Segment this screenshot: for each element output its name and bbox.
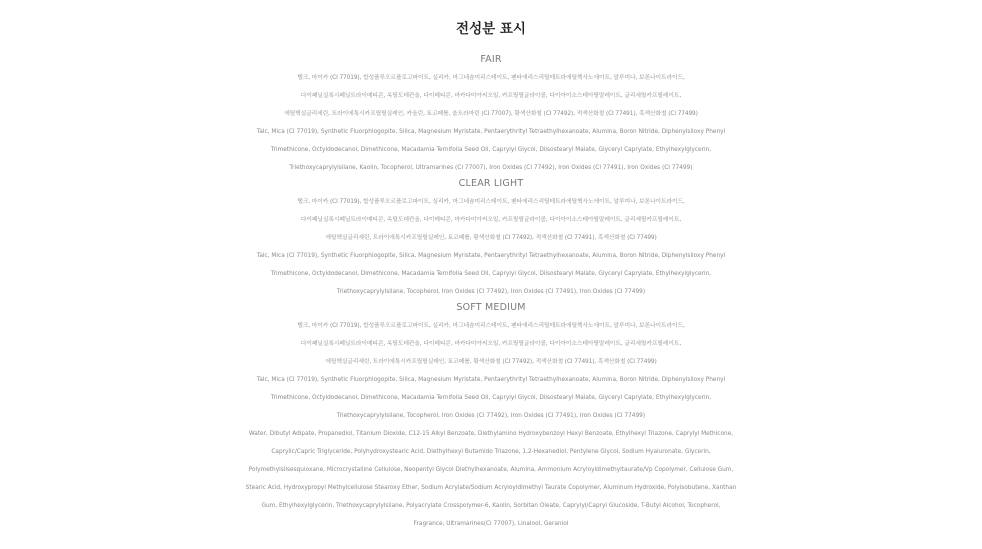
ingredient-line: Talc, Mica (CI 77019), Synthetic Fluorphlogopite, Silica, Magnesium Myristate, Pentaerythrityl Tetraethylhexanoate, Alumina, Boron Nitride, Diphenylsiloxy Phenyl	[256, 129, 726, 135]
ingredient-line: 탤크, 마이카 (CI 77019), 합성플루오르플로고파이트, 실리카, 마그네슘미리스테이트, 펜타에리스리틸테트라에틸헥사노에이트, 알루미나, 보론나이트라이드,	[297, 323, 685, 329]
ingredient-line: 에틸헥실글리세린, 트라이에톡시카프릴릴실레인, 토코페롤, 황색산화철 (CI 77492), 적색산화철 (CI 77491), 흑색산화철 (CI 77499)	[325, 235, 657, 241]
section-clear-light	[0, 177, 982, 301]
ingredient-line: 다이페닐실록시페닐트라이메티콘, 옥틸도데칸올, 다이메티콘, 마카다미아씨오일, 카프릴릴글라이콜, 다이아이소스테아릴말레이트, 글리세릴카프릴레이트,	[300, 341, 682, 347]
base-ingredient-line: Fragrance, Ultramarines(Ci 77007), Linalool, Geraniol	[413, 521, 569, 527]
base-ingredient-line: Water, Dibutyl Adipate, Propanediol, Titanium Dioxide, C12-15 Alkyl Benzoate, Diethylamino Hydroxybenzoyl Hexyl Benzoate, Ethylhexyl Triazone, Caprylyl Methicone,	[248, 431, 734, 437]
ingredient-line: Triethoxycaprylylsilane, Tocopherol, Iron Oxides (CI 77492), Iron Oxides (CI 77491), Iron Oxides (CI 77499)	[336, 413, 646, 419]
section-soft-medium	[0, 301, 982, 425]
section-label-soft-medium: SOFT MEDIUM	[456, 302, 526, 313]
section-fair	[0, 53, 982, 177]
ingredient-line: 에틸헥실글리세린, 트라이에톡시카프릴릴실레인, 카올린, 토코페롤, 울트라마린 (CI 77007), 황색산화철 (CI 77492), 적색산화철 (CI 77491), 흑색산화철 (CI 77499)	[284, 111, 698, 117]
ingredient-line: Trimethicone, Octyldodecanol, Dimethicone, Macadamia Ternifolia Seed Oil, Caprylyl Glycol, Diisostearyl Malate, Glyceryl Caprylate, Ethylhexylglycerin,	[270, 147, 712, 153]
ingredient-line: Trimethicone, Octyldodecanol, Dimethicone, Macadamia Ternifolia Seed Oil, Caprylyl Glycol, Diisostearyl Malate, Glyceryl Caprylate, Ethylhexylglycerin,	[270, 271, 712, 277]
ingredient-line: 탤크, 마이카 (CI 77019), 합성플루오르플로고파이트, 실리카, 마그네슘미리스테이트, 펜타에리스리틸테트라에틸헥사노에이트, 알루미나, 보론나이트라이드,	[297, 75, 685, 81]
ingredient-line: 에틸헥실글리세린, 트라이에톡시카프릴릴실레인, 토코페롤, 황색산화철 (CI 77492), 적색산화철 (CI 77491), 흑색산화철 (CI 77499)	[325, 359, 657, 365]
ingredient-line: 다이페닐실록시페닐트라이메티콘, 옥틸도데칸올, 다이메티콘, 마카다미아씨오일, 카프릴릴글라이콜, 다이아이소스테아릴말레이트, 글리세릴카프릴레이트,	[300, 93, 682, 99]
base-ingredient-line: Gum, Ethylhexylglycerin, Triethoxycaprylylsilane, Polyacrylate Crosspolymer-6, Kaolin, Sorbitan Oleate, Caprylyl/Capryl Glucoside, T-Butyl Alcohol, Tocopherol,	[261, 503, 721, 509]
ingredient-line: Talc, Mica (CI 77019), Synthetic Fluorphlogopite, Silica, Magnesium Myristate, Pentaerythrityl Tetraethylhexanoate, Alumina, Boron Nitride, Diphenylsiloxy Phenyl	[256, 253, 726, 259]
ingredient-line: 다이페닐실록시페닐트라이메티콘, 옥틸도데칸올, 다이메티콘, 마카다미아씨오일, 카프릴릴글라이콜, 다이아이소스테아릴말레이트, 글리세릴카프릴레이트,	[300, 217, 682, 223]
section-label-fair: FAIR	[480, 54, 502, 65]
ingredient-line: Triethoxycaprylylsilane, Kaolin, Tocopherol, Ultramarines (CI 77007), Iron Oxides (CI 77492), Iron Oxides (CI 77491), Iron Oxides (CI 77499)	[289, 165, 693, 171]
ingredient-line: 탤크, 마이카 (CI 77019), 합성플루오르플로고파이트, 실리카, 마그네슘미리스테이트, 펜타에리스리틸테트라에틸헥사노에이트, 알루미나, 보론나이트라이드,	[297, 199, 685, 205]
section-label-clear-light: CLEAR LIGHT	[458, 178, 524, 189]
page-title: 전성분 표시	[456, 21, 526, 37]
section-base-ingredients	[0, 425, 982, 533]
ingredient-line: Talc, Mica (CI 77019), Synthetic Fluorphlogopite, Silica, Magnesium Myristate, Pentaerythrityl Tetraethylhexanoate, Alumina, Boron Nitride, Diphenylsiloxy Phenyl	[256, 377, 726, 383]
base-ingredient-line: Polymethylsilsesquioxane, Microcrystalline Cellulose, Neopentyl Glycol Diethylhexanoate, Alumina, Ammonium Acryloyldimethyltaurate/Vp Copolymer, Cellulose Gum,	[248, 467, 734, 473]
ingredient-line: Trimethicone, Octyldodecanol, Dimethicone, Macadamia Ternifolia Seed Oil, Caprylyl Glycol, Diisostearyl Malate, Glyceryl Caprylate, Ethylhexylglycerin,	[270, 395, 712, 401]
base-ingredient-line: Stearic Acid, Hydroxypropyl Methylcellulose Stearoxy Ether, Sodium Acrylate/Sodium Acryloyldimethyl Taurate Copolymer, Aluminum Hydroxide, Polyisobutene, Xanthan	[245, 485, 737, 491]
ingredient-line: Triethoxycaprylylsilane, Tocopherol, Iron Oxides (CI 77492), Iron Oxides (CI 77491), Iron Oxides (CI 77499)	[336, 289, 646, 295]
base-ingredient-line: Caprylic/Capric Triglyceride, Polyhydroxystearic Acid, Diethylhexyl Butamido Triazone, 1,2-Hexanediol, Pentylene Glycol, Sodium Hyaluronate, Glycerin,	[271, 449, 711, 455]
